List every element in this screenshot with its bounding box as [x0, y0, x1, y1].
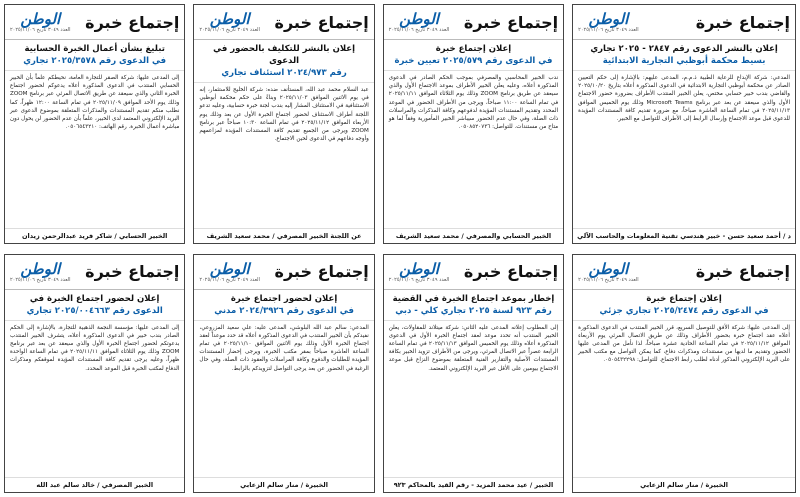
- ad-section-title: إجتماع خبرة: [85, 12, 180, 32]
- ad-card: [193, 254, 374, 494]
- subject-line-1: إعلان إجتماع خبرة: [646, 293, 722, 304]
- ad-subject: [573, 290, 795, 321]
- logo-text: الوطن: [209, 10, 250, 28]
- subject-line-2: الدعوى رقم ٢٠٢٥/٠٠٤٦٦٣ تجاري: [26, 305, 163, 316]
- logo-text: الوطن: [20, 259, 61, 278]
- ad-section-title: إجتماع خبرة: [85, 262, 180, 281]
- ad-section-title: إجتماع خبرة: [695, 262, 790, 281]
- ad-subject: [573, 40, 795, 71]
- ad-body: المدعي: سالم عبد الله البلوشي، المدعى عليه: علي سعيد المزروعي، نفيدكم بأن الخبير المنتدب في الدعوى المذكورة أعلاه قد حدد موعداً لعقد اجتماع الخبرة الأول وذلك يوم الاثنين الموافق ٢٠٢٥/١١/١٠ في تمام الساعة العاشرة صباحاً بمقر مكتب الخبرة، ويرجى إحضار المستندات المؤيدة للطلبات والدفوع وكافة المراسلات والعقود ذات الصلة، وفي حال الرغبة في الحضور عن بعد يرجى التواصل لتزويدكم بالرابط.: [199, 324, 369, 372]
- subject-line-1: تبليغ بشأن أعمال الخبرة الحسابية: [24, 44, 165, 54]
- issue-line: العدد ٣٠٤٩ تاريخ ٢٠٢٥/١١/٠٦: [199, 27, 260, 33]
- logo-text: الوطن: [399, 10, 439, 28]
- ad-signature: الخبير الحسابي والمصرفي / محمد سعيد الشريف: [384, 228, 563, 243]
- ad-header: [194, 255, 373, 290]
- subject-line-1: إعلان بالنشر للتكليف بالحضور في الدعوى: [213, 44, 356, 66]
- ad-subject: [5, 40, 184, 71]
- ad-signature: الخبير الحسابي / شاكر فريد عبدالرحمن زيدان: [5, 228, 184, 243]
- issue-line: العدد ٣٠٤٩ تاريخ ٢٠٢٥/١١/٠٦: [199, 276, 260, 283]
- ad-subject: [194, 40, 373, 83]
- ad-signature: الخبيرة / منار سالم الزعابي: [573, 477, 795, 492]
- ad-body: عبد السلام محمد عبد الله، المستأنف ضده: شركة الخليج للاستثمار، إنه في يوم الاثنين الموافق ٢٠٢٥/١١/٠٣ وبناءً على حكم محكمة أبوظبي الاستئنافية في الاستئناف المشار إليه بندب لجنة خبرة حسابية، وعليه تدعو اللجنة أطراف الاستئناف لحضور اجتماع الخبرة الأول عن بعد وذلك يوم الأربعاء الموافق ٢٠٢٥/١١/١٢ في تمام الساعة ١٠:٣٠ صباحاً عبر برنامج ZOOM ويرجى من الجميع تقديم كافة المستندات المؤيدة لمزاعمهم وأوجه دفاعهم في الدعوى لحين الاجتماع.: [199, 87, 369, 143]
- subject-line-1: إعلان بالنشر الدعوى رقم ٢٨٤٧ - ٢٠٢٥ تجاري: [590, 44, 778, 54]
- ad-body: المدعي: شركة الإبداع للرعاية الطبية ذ.م.م، المدعى عليهم: بالإشارة إلى حكم التعيين الصادر عن محكمة أبوظبي التجارية الابتدائية في الدعوى المذكورة أعلاه بتاريخ ٢٠٢٥/١٠/٢٠ والقاضي بندب خبير حسابي مختص، يعلن الخبير المنتدب الأطراف بضرورة حضور الاجتماع الأول والذي سيعقد عن بعد عبر برنامج Microsoft Teams وذلك يوم الخميس الموافق ٢٠٢٥/١١/١٣ في تمام الساعة العاشرة صباحاً، مع ضرورة تقديم كافة المستندات المؤيدة للدعوى قبل موعد الاجتماع وإرسال الرابط إلى الأطراف للتواصل مع الخبير.: [578, 75, 790, 123]
- ad-subject: [194, 290, 373, 321]
- logo-text: الوطن: [399, 259, 439, 278]
- issue-line: العدد ٣٠٤٩ تاريخ ٢٠٢٥/١١/٠٦: [578, 276, 639, 283]
- ad-card: [572, 254, 796, 494]
- subject-line-2: بسيط محكمة أبوظبي التجارية الابتدائية: [602, 56, 766, 66]
- ad-section-title: إجتماع خبرة: [274, 12, 369, 32]
- issue-line: العدد ٣٠٤٩ تاريخ ٢٠٢٥/١١/٠٦: [10, 276, 71, 283]
- ad-section-title: إجتماع خبرة: [274, 262, 369, 281]
- newspaper-logo: [10, 261, 71, 283]
- ad-header: [384, 255, 563, 290]
- ad-signature: د / أحمد سعيد حسن - خبير هندسي تقنية المعلومات والحاسب الآلي: [573, 228, 795, 243]
- ad-card: [4, 254, 185, 494]
- subject-line-1: إعلان لحضور اجتماع الخبرة في: [29, 293, 160, 304]
- ad-header: [194, 5, 373, 40]
- issue-line: العدد ٣٠٤٩ تاريخ ٢٠٢٥/١١/٠٦: [388, 27, 450, 33]
- newspaper-logo: [10, 11, 71, 33]
- logo-text: الوطن: [588, 10, 629, 28]
- ad-header: [5, 5, 184, 40]
- ad-header: [384, 5, 563, 40]
- subject-line-1: إعلان إجتماع خبرة: [435, 44, 512, 54]
- ad-body: إلى المطلوب إعلانه المدعى عليه الثاني: شركة ميتلاند للمقاولات، يعلن الخبير المنتدب أنه تحدد موعد لعقد اجتماع الخبرة الأول في الدعوى المذكورة أعلاه وذلك يوم الخميس الموافق ٢٠٢٥/١١/١٣ في تمام الساعة الرابعة عصراً عبر الاتصال المرئي، ويرجى من الأطراف تزويد الخبير بكافة المستندات الأصلية والتقارير الفنية المتعلقة بموضوع النزاع قبل موعد الاجتماع بيومين على الأقل عبر البريد الإلكتروني المعتمد.: [388, 324, 559, 372]
- subject-line-2: في الدعوى رقم ٢٠٢٤/٣٩٢٦ مدني: [214, 305, 354, 316]
- subject-line-2: في الدعوى رقم ٢٠٢٥/٢٤٧٤ تجاري جزئي: [599, 305, 769, 316]
- issue-line: العدد ٣٠٤٩ تاريخ ٢٠٢٥/١١/٠٦: [10, 27, 71, 33]
- ad-header: [573, 5, 795, 40]
- ad-subject: [384, 290, 563, 321]
- ad-section-title: إجتماع خبرة: [463, 262, 559, 281]
- ad-card: [4, 4, 185, 244]
- ad-body: إلى المدعى عليها: شركة الأفق للتوصيل السريع، قرر الخبير المنتدب في الدعوى المذكورة أعلاه عقد اجتماع خبرة بحضور الأطراف وذلك عن طريق الاتصال المرئي يوم الأربعاء الموافق ٢٠٢٥/١١/١٢ في تمام الساعة الحادية عشرة صباحاً، لذا نأمل من المدعى عليها الحضور وتقديم ما لديها من مستندات ومذكرات دفاع، كما يمكن التواصل مع مكتب الخبير على البريد الإلكتروني المذكور أدناه لطلب رابط الاجتماع. للتواصل: ٠٥٠٥٤٣٢٢٩٨.: [578, 324, 790, 364]
- subject-line-2: في الدعوى رقم ٢٠٢٥/٥٧٩ تعيين خبرة: [394, 56, 553, 66]
- subject-line-2: رقم ٢٠٢٤/٩٧٣ استئناف تجاري: [221, 68, 347, 78]
- ad-body: ندب الخبير المحاسبي والمصرفي بموجب الحكم الصادر في الدعوى المذكورة أعلاه، وعليه يعلن الخبير الأطراف بموعد الاجتماع الأول والذي سيعقد عن طريق برنامج ZOOM وذلك يوم الثلاثاء الموافق ٢٠٢٥/١١/١١ في تمام الساعة ١١:٠٠ صباحاً، ويرجى من الأطراف الحضور في الموعد المحدد وتقديم المستندات المؤيدة لدفوعهم وكافة المذكرات والمراسلات ذات الصلة، وفي حال عدم الحضور سيباشر الخبير المأمورية وفقاً لما هو متاح من مستندات. للتواصل: ٠٥٠٨٥٢٠٧٣٦.: [388, 75, 559, 131]
- newspaper-logo: [389, 261, 450, 283]
- ad-body: إلى المدعى عليها: مؤسسة النجمة الذهبية للتجارة، بالإشارة إلى الحكم الصادر بندب خبير في الدعوى المذكورة أعلاه، يتشرف الخبير المنتدب بدعوتكم لحضور اجتماع الخبرة الأول والذي سيعقد عن بعد عبر برنامج ZOOM وذلك يوم الثلاثاء الموافق ٢٠٢٥/١١/١١ في تمام الساعة الواحدة ظهراً، وعليه يرجى تقديم كافة المستندات المؤيدة لموقفكم ومذكرات الدفاع لمكتب الخبرة قبل الموعد المحدد.: [10, 324, 180, 372]
- issue-line: العدد ٣٠٤٩ تاريخ ٢٠٢٥/١١/٠٦: [388, 276, 450, 283]
- issue-line: العدد ٣٠٤٩ تاريخ ٢٠٢٥/١١/٠٦: [578, 27, 639, 33]
- ad-signature: الخبير المصرفي / خالد سالم عبد الله: [5, 477, 184, 492]
- logo-text: الوطن: [20, 10, 61, 28]
- ad-subject: [384, 40, 563, 71]
- ad-header: [573, 255, 795, 290]
- ad-card: [193, 4, 374, 244]
- newspaper-logo: [199, 261, 260, 283]
- ad-header: [5, 255, 184, 290]
- newspaper-logo: [389, 11, 450, 33]
- logo-text: الوطن: [588, 259, 629, 278]
- newspaper-logo: [199, 11, 260, 33]
- subject-line-2: رقم ٩٢٣ لسنة ٢٠٢٥ تجاري كلي - دبي: [395, 305, 552, 316]
- ad-body: إلى المدعى عليها: شركة الصقر للتجارة العامة، نحيطكم علماً بأن الخبير الحسابي المنتدب في الدعوى المذكورة أعلاه يدعوكم لحضور اجتماع الخبرة الثاني والذي سيعقد عن طريق الاتصال المرئي عبر برنامج ZOOM وذلك يوم الأحد الموافق ٢٠٢٥/١١/٠٩ في تمام الساعة ١٢:٠٠ ظهراً، كما نطلب منكم تقديم المستندات والمذكرات المتعلقة بموضوع الدعوى عبر البريد الإلكتروني المعتمد لدى الخبير، علماً بأن عدم الحضور لن يحول دون مباشرة أعمال الخبرة. رقم الهاتف: ٠٥٠٦٥٤٣٢١٠.: [10, 75, 180, 131]
- ad-card: [383, 4, 564, 244]
- subject-line-1: إخطار بموعد اجتماع الخبرة في القضية: [392, 293, 555, 304]
- ads-grid: [4, 4, 796, 493]
- newspaper-logo: [578, 261, 639, 283]
- newspaper-logo: [578, 11, 639, 33]
- ad-section-title: إجتماع خبرة: [695, 12, 790, 32]
- ad-card: [572, 4, 796, 244]
- subject-line-1: إعلان لحضور اجتماع خبرة: [230, 293, 338, 304]
- ad-signature: عن اللجنة الخبير المصرفي / محمد سعيد الشريف: [194, 228, 373, 243]
- ad-signature: الخبيرة / منار سالم الزعابي: [194, 477, 373, 492]
- ad-signature: الخبير / عيد محمد المزيد - رقم القيد بالمحاكم ٩٢٣: [384, 477, 563, 492]
- ad-card: [383, 254, 564, 494]
- logo-text: الوطن: [209, 259, 250, 278]
- ad-section-title: إجتماع خبرة: [463, 12, 559, 32]
- subject-line-2: في الدعوى رقم ٢٠٢٥/٣٥٧٨ تجاري: [23, 56, 167, 66]
- ad-subject: [5, 290, 184, 321]
